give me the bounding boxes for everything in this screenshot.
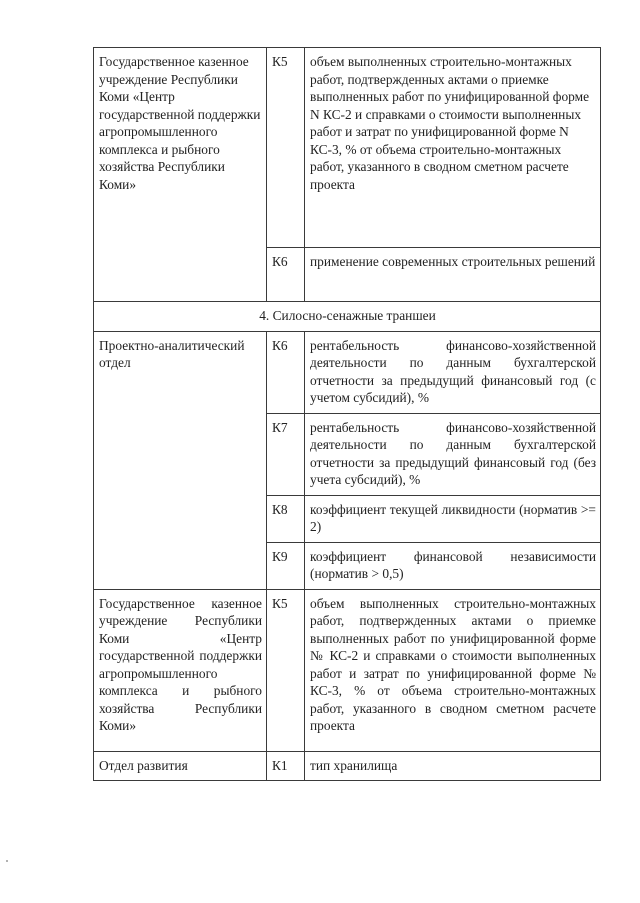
table-row bbox=[94, 302, 601, 332]
table-row bbox=[94, 331, 601, 413]
org-name-cell: Проектно-аналитический отдел bbox=[94, 331, 267, 589]
criterion-description: объем выполненных строительно-монтажных работ, подтвержденных актами о приемке выполненных работ по унифицированной форме № КС-2 и справками о стоимости выполненных работ и затрат по унифицированной форме № КС-3, % от объема строительно-монтажных работ, указанного в сводном сметном расчете проекта bbox=[305, 589, 601, 751]
criterion-code: К5 bbox=[267, 48, 305, 248]
criterion-code: К6 bbox=[267, 248, 305, 302]
criterion-description: коэффициент текущей ликвидности (норматив >= 2) bbox=[305, 495, 601, 542]
criterion-code: К6 bbox=[267, 331, 305, 413]
criterion-code: К5 bbox=[267, 589, 305, 751]
criteria-table bbox=[93, 47, 601, 781]
scan-speck bbox=[6, 860, 8, 862]
org-name-cell: Государственное казенное учреждение Республики Коми «Центр государственной поддержки агропромышленного комплекса и рыбного хозяйства Республики Коми» bbox=[94, 48, 267, 302]
section-title: 4. Силосно-сенажные траншеи bbox=[94, 302, 601, 332]
table-row bbox=[94, 751, 601, 781]
criterion-code: К8 bbox=[267, 495, 305, 542]
org-name-cell: Государственное казенное учреждение Республики Коми «Центр государственной поддержки агропромышленного комплекса и рыбного хозяйства Республики Коми» bbox=[94, 589, 267, 751]
criterion-description: рентабельность финансово-хозяйственной деятельности по данным бухгалтерской отчетности за предыдущий финансовый год (без учета субсидий), % bbox=[305, 413, 601, 495]
table-row bbox=[94, 589, 601, 751]
criterion-description: рентабельность финансово-хозяйственной деятельности по данным бухгалтерской отчетности за предыдущий финансовый год (с учетом субсидий), % bbox=[305, 331, 601, 413]
table-row bbox=[94, 48, 601, 248]
criterion-description: применение современных строительных решений bbox=[305, 248, 601, 302]
criterion-description: коэффициент финансовой независимости (норматив > 0,5) bbox=[305, 542, 601, 589]
criterion-description: объем выполненных строительно-монтажных работ, подтвержденных актами о приемке выполненных работ по унифицированной форме N КС-2 и справками о стоимости выполненных работ и затрат по унифицированной форме N КС-3, % от объема строительно-монтажных работ, указанного в сводном сметном расчете проекта bbox=[305, 48, 601, 248]
criterion-code: К9 bbox=[267, 542, 305, 589]
criterion-description: тип хранилища bbox=[305, 751, 601, 781]
criterion-code: К1 bbox=[267, 751, 305, 781]
criterion-code: К7 bbox=[267, 413, 305, 495]
org-name-cell: Отдел развития bbox=[94, 751, 267, 781]
